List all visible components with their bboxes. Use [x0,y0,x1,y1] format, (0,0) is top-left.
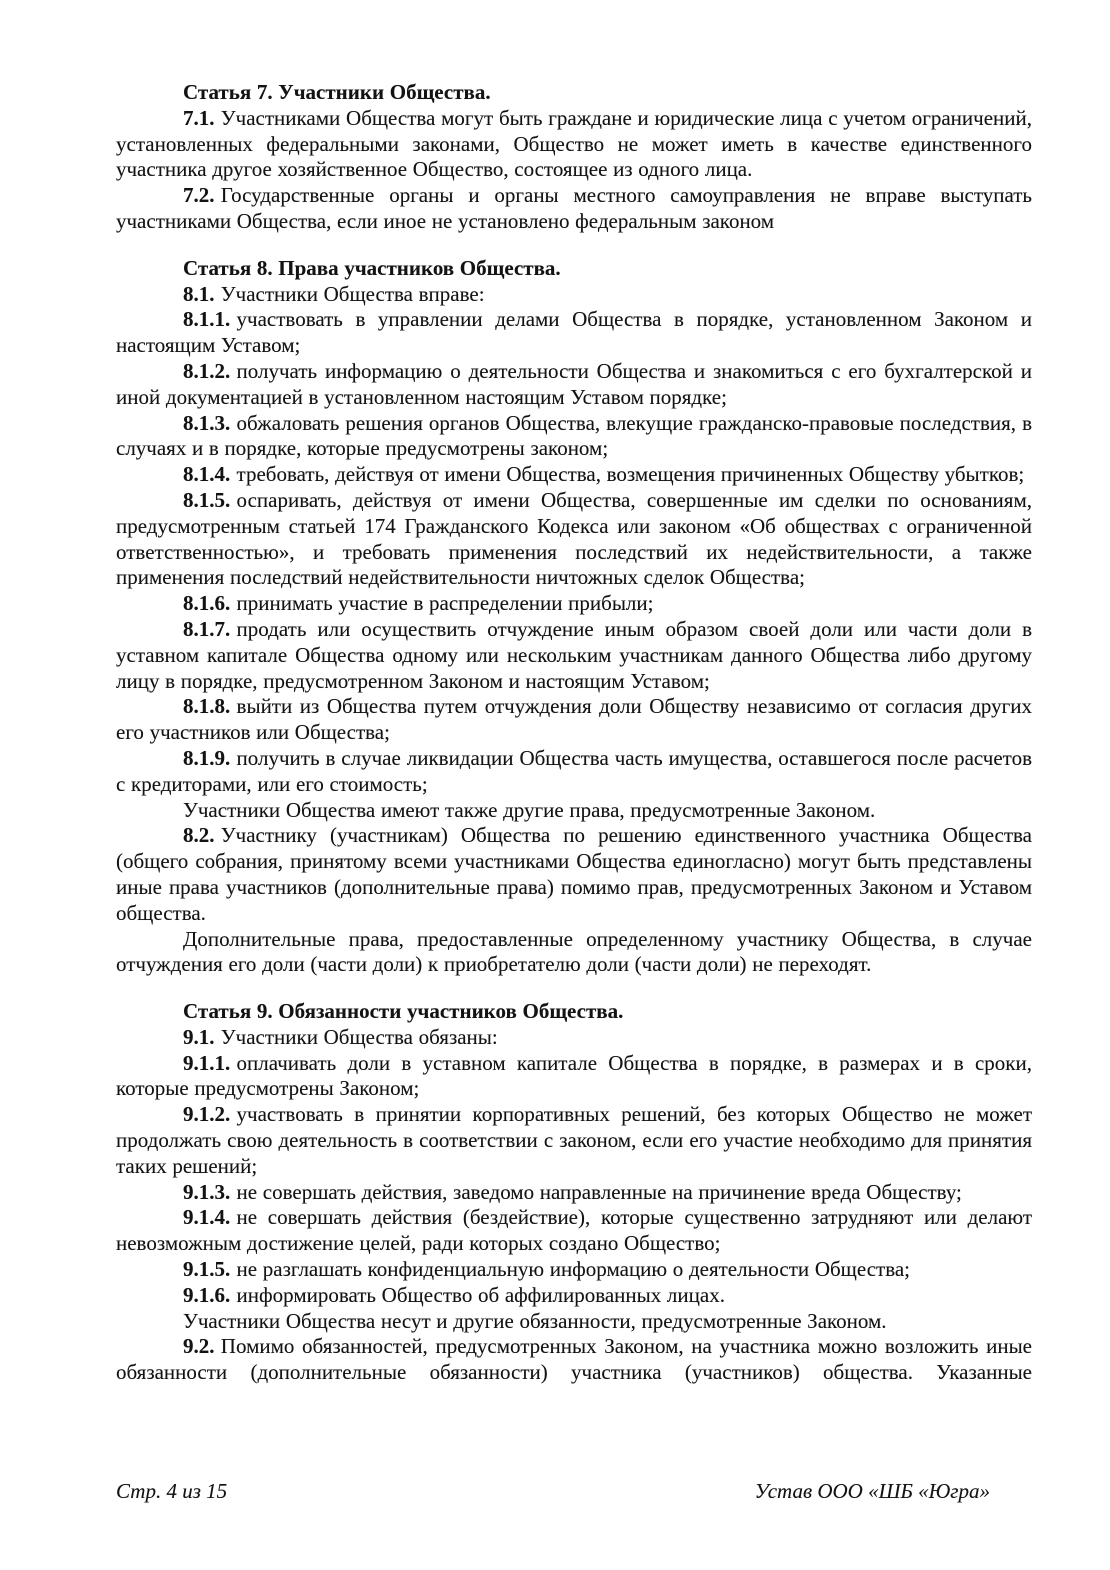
clause-8-1: 8.1. Участники Общества вправе: [183,281,485,306]
clause-number: 8.1. [183,281,215,306]
clause-9-1-1: 9.1.1. оплачивать доли в уставном капитале Общества в порядке, в размерах и в сроки, которые предусмотрены Законом; [116,1050,1032,1101]
clause-number: 9.1. [183,1024,215,1049]
article-heading: Статья 9. Обязанности участников Общества. [183,999,624,1024]
clause-number: 8.1.6. [183,591,231,616]
clause-9-1-2: 9.1.2. участвовать в принятии корпоративных решений, без которых Общество не может продолжать свою деятельность в соответствии с законом, если его участие необходимо для принятия таких решений; [116,1102,1032,1178]
clause-number: 8.1.8. [183,694,231,719]
clause-number: 8.1.7. [183,616,231,641]
clause-number: 9.1.1. [183,1050,231,1075]
clause-number: 9.1.5. [183,1257,231,1282]
clause-8-2: 8.2. Участнику (участникам) Общества по решению единственного участника Общества (общего собрания, принятому всеми участниками Общества единогласно) могут быть представлены иные права участников (дополнительные права) помимо прав, предусмотренных Законом и Уставом общества. [116,823,1032,925]
paragraph: Участники Общества несут и другие обязанности, предусмотренные Законом. [183,1308,887,1333]
page-footer [116,1478,1032,1504]
clause-number: 9.1.3. [183,1179,231,1204]
clause-number: 9.1.6. [183,1282,231,1307]
clause-9-1-6: 9.1.6. информировать Общество об аффилированных лицах. [183,1282,725,1307]
clause-number: 8.1.3. [183,410,231,435]
footer-page-number: Стр. 4 из 15 [116,1479,228,1503]
clause-9-1-3: 9.1.3. не совершать действия, заведомо направленные на причинение вреда Обществу; [183,1179,962,1204]
clause-number: 9.2. [183,1334,215,1359]
clause-8-1-2: 8.1.2. получать информацию о деятельности Общества и знакомиться с его бухгалтерской и иной документацией в установленном настоящим Уставом порядке; [116,358,1032,409]
clause-9-1: 9.1. Участники Общества обязаны: [183,1024,498,1049]
clause-8-1-4: 8.1.4. требовать, действуя от имени Общества, возмещения причиненных Обществу убытков; [183,462,1025,487]
clause-number: 9.1.2. [183,1102,231,1127]
clause-8-1-3: 8.1.3. обжаловать решения органов Общества, влекущие гражданско-правовые последствия, в случаях и в порядке, которые предусмотрены законом; [116,410,1032,461]
document-body [116,80,1032,1386]
clause-number: 8.1.2. [183,358,231,383]
paragraph: Участники Общества имеют также другие права, предусмотренные Законом. [183,797,876,822]
paragraph: Дополнительные права, предоставленные определенному участнику Общества, в случае отчуждения его доли (части доли) к приобретателю доли (части доли) не переходят. [116,926,1032,977]
clause-number: 8.1.5. [183,487,231,512]
clause-8-1-8: 8.1.8. выйти из Общества путем отчуждения доли Обществу независимо от согласия других его участников или Общества; [116,694,1032,745]
footer-document-title: Устав ООО «ШБ «Югра» [754,1479,990,1503]
clause-8-1-6: 8.1.6. принимать участие в распределении прибыли; [183,591,654,616]
clause-9-1-4: 9.1.4. не совершать действия (бездействие), которые существенно затрудняют или делают невозможным достижение целей, ради которых создано Общество; [116,1205,1032,1256]
clause-9-1-5: 9.1.5. не разглашать конфиденциальную информацию о деятельности Общества; [183,1257,910,1282]
clause-8-1-5: 8.1.5. оспаривать, действуя от имени Общества, совершенные им сделки по основаниям, предусмотренным статьей 174 Гражданского Кодекса или законом «Об обществах с ограниченной ответственностью», и требовать применения последствий их недействительности, а также применения последствий недействительности ничтожных сделок Общества; [116,487,1032,590]
clause-number: 8.1.9. [183,745,231,770]
clause-8-1-1: 8.1.1. участвовать в управлении делами Общества в порядке, установленном Законом и настоящим Уставом; [116,307,1032,358]
clause-number: 9.1.4. [183,1205,231,1230]
clause-9-2: 9.2. Помимо обязанностей, предусмотренных Законом, на участника можно возложить иные обязанности (дополнительные обязанности) участника (участников) общества. Указанные [116,1334,1032,1385]
clause-7-2: 7.2. Государственные органы и органы местного самоуправления не вправе выступать участниками Общества, если иное не установлено федеральным законом [116,183,1032,233]
clause-number: 8.1.4. [183,462,231,487]
clause-number: 7.2. [183,183,215,208]
clause-7-1: 7.1. Участниками Общества могут быть граждане и юридические лица с учетом ограничений, установленных федеральными законами, Общество не может иметь в качестве единственного участника другое хозяйственное Общество, состоящее из одного лица. [116,105,1032,182]
clause-number: 8.2. [183,823,215,848]
clause-number: 7.1. [183,105,215,130]
clause-8-1-7: 8.1.7. продать или осуществить отчуждение иным образом своей доли или части доли в уставном капитале Общества одному или нескольким участникам данного Общества либо другому лицу в порядке, предусмотренном Законом и настоящим Уставом; [116,616,1032,693]
clause-8-1-9: 8.1.9. получить в случае ликвидации Общества часть имущества, оставшегося после расчетов с кредиторами, или его стоимость; [116,745,1032,796]
article-heading: Статья 7. Участники Общества. [183,80,491,104]
clause-number: 8.1.1. [183,307,231,332]
article-heading: Статья 8. Права участников Общества. [183,255,561,280]
